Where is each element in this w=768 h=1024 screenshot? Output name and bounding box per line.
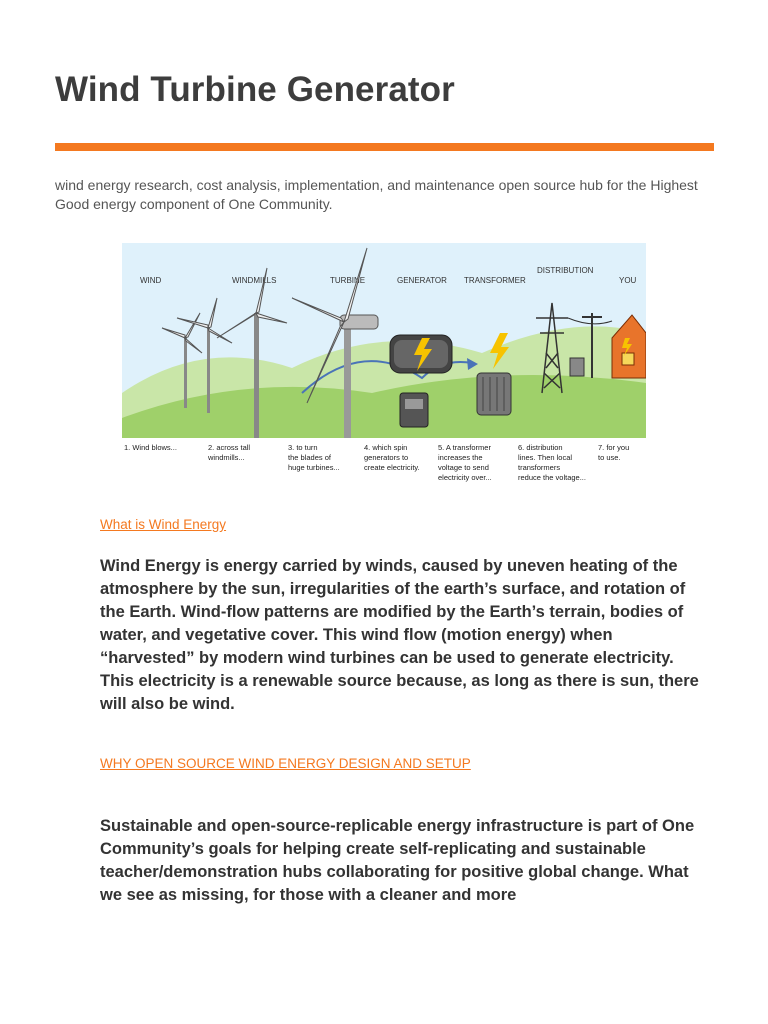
wind-energy-diagram [122, 243, 646, 491]
section-body-what-is-wind-energy: Wind Energy is energy carried by winds, caused by uneven heating of the atmosphere by the sun, irregularities of the earth’s surface, and rotation of the Earth. Wind-flow patterns are modified by the Earth’s terrain, bodies of water, and vegetative cover. This wind flow (motion energy) when “harvested” by modern wind turbines can be used to generate electricity. This electricity is a renewable source because, as long as there is sun, there will also be wind. [100, 557, 699, 713]
local-transformer [570, 358, 584, 376]
caption-7-line-2: to use. [598, 453, 621, 462]
section-body-why-open-source: Sustainable and open-source-replicable energy infrastructure is part of One Community’s goals for helping create self-replicating and sustainable teacher/demonstration hubs collaborating for positive global change. What we see as missing, for those with a cleaner and more [100, 817, 695, 904]
stage-windmills: WINDMILLS [232, 276, 277, 285]
caption-5-line-3: voltage to send [438, 463, 489, 472]
caption-5-line-1: 5. A transformer [438, 443, 491, 452]
stage-distribution: DISTRIBUTION [537, 266, 594, 275]
intro-paragraph: wind energy research, cost analysis, implementation, and maintenance open source hub for the Highest Good energy component of One Community. [55, 177, 698, 212]
caption-4-line-1: 4. which spin [364, 443, 408, 452]
meter-box [400, 393, 428, 427]
caption-4-line-3: create electricity. [364, 463, 420, 472]
caption-5-line-2: increases the [438, 453, 483, 462]
stage-turbine: TURBINE [330, 276, 366, 285]
caption-2-line-2: windmills... [208, 453, 245, 462]
diagram-captions [124, 443, 629, 482]
section-link-why-open-source[interactable]: WHY OPEN SOURCE WIND ENERGY DESIGN AND SETUP [100, 756, 471, 771]
caption-6-line-4: reduce the voltage... [518, 473, 586, 482]
stage-transformer: TRANSFORMER [464, 276, 526, 285]
stage-you: YOU [619, 276, 637, 285]
title-divider [55, 143, 714, 151]
caption-3-line-3: huge turbines... [288, 463, 340, 472]
caption-3-line-2: the blades of [288, 453, 331, 462]
stage-generator: GENERATOR [397, 276, 447, 285]
caption-5-line-4: electricity over... [438, 473, 492, 482]
caption-6-line-3: transformers [518, 463, 561, 472]
caption-6-line-2: lines. Then local [518, 453, 573, 462]
caption-1: 1. Wind blows... [124, 443, 177, 452]
caption-2-line-1: 2. across tall [208, 443, 251, 452]
caption-6-line-1: 6. distribution [518, 443, 563, 452]
caption-7-line-1: 7. for you [598, 443, 630, 452]
stage-wind: WIND [140, 276, 162, 285]
generator-icon [390, 335, 452, 373]
caption-3-line-1: 3. to turn [288, 443, 318, 452]
page-title: Wind Turbine Generator [55, 70, 455, 109]
caption-4-line-2: generators to [364, 453, 409, 462]
section-link-what-is-wind-energy[interactable]: What is Wind Energy [100, 517, 227, 532]
